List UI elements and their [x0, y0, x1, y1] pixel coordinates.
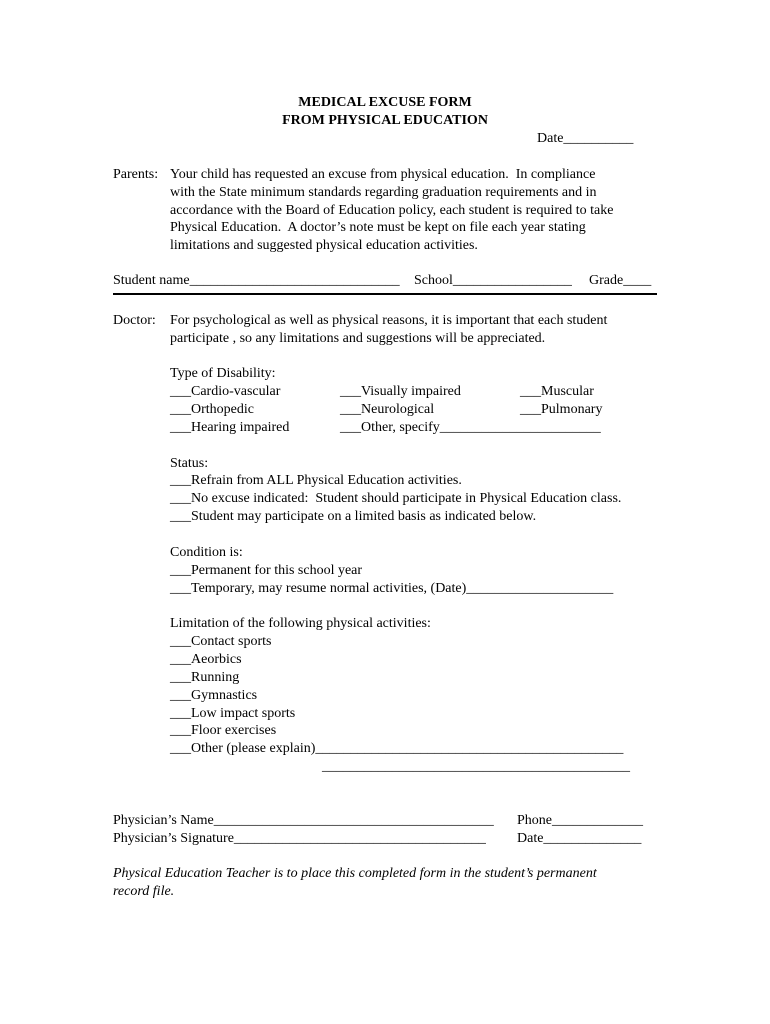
disability-option[interactable]: ___Neurological: [340, 402, 435, 417]
condition-heading: Condition is:: [170, 545, 243, 560]
condition-option[interactable]: ___Permanent for this school year: [170, 563, 363, 578]
doctor-label: Doctor:: [113, 313, 156, 328]
limitation-option[interactable]: ___Low impact sports: [170, 706, 296, 721]
limitation-option[interactable]: ___Gymnastics: [170, 688, 258, 703]
limitation-option[interactable]: ___Running: [170, 670, 240, 685]
condition-option[interactable]: ___Temporary, may resume normal activities, (Date)_____________________: [170, 581, 614, 596]
disability-option-other[interactable]: ___Other, specify_______________________: [340, 420, 601, 435]
status-option[interactable]: ___Student may participate on a limited basis as indicated below.: [170, 509, 537, 524]
section-divider: [113, 293, 657, 295]
disability-option[interactable]: ___Pulmonary: [520, 402, 603, 417]
physician-name-field[interactable]: Physician’s Name________________________________________: [113, 813, 494, 828]
phone-field[interactable]: Phone_____________: [517, 813, 643, 828]
limitation-heading: Limitation of the following physical activities:: [170, 616, 431, 631]
doctor-text-line: For psychological as well as physical reasons, it is important that each student: [170, 313, 608, 328]
disability-option[interactable]: ___Cardio-vascular: [170, 384, 281, 399]
limitation-option[interactable]: ___Aeorbics: [170, 652, 242, 667]
doctor-text-line: participate , so any limitations and suggestions will be appreciated.: [170, 331, 546, 346]
parents-text-line: accordance with the Board of Education policy, each student is required to take: [170, 203, 614, 218]
status-heading: Status:: [170, 456, 209, 471]
disability-option[interactable]: ___Muscular: [520, 384, 594, 399]
disability-option[interactable]: ___Hearing impaired: [170, 420, 290, 435]
footer-note-line2: record file.: [113, 884, 175, 899]
date-field[interactable]: Date__________: [537, 131, 634, 146]
parents-text-line: with the State minimum standards regarding graduation requirements and in: [170, 185, 597, 200]
limitation-option-other[interactable]: ___Other (please explain)____________________________________________: [170, 741, 624, 756]
grade-field[interactable]: Grade____: [589, 273, 652, 288]
form-title-line2: FROM PHYSICAL EDUCATION: [282, 113, 488, 128]
parents-label: Parents:: [113, 167, 159, 182]
parents-text-line: limitations and suggested physical education activities.: [170, 238, 478, 253]
form-title-line1: MEDICAL EXCUSE FORM: [298, 95, 472, 110]
physician-date-field[interactable]: Date______________: [517, 831, 642, 846]
school-field[interactable]: School_________________: [414, 273, 572, 288]
parents-text-line: Physical Education. A doctor’s note must be kept on file each year stating: [170, 220, 586, 235]
student-name-field[interactable]: Student name______________________________: [113, 273, 400, 288]
disability-option[interactable]: ___Visually impaired: [340, 384, 461, 399]
status-option[interactable]: ___No excuse indicated: Student should participate in Physical Education class.: [170, 491, 622, 506]
footer-note-line1: Physical Education Teacher is to place this completed form in the student’s permanent: [113, 866, 597, 881]
parents-text-line: Your child has requested an excuse from physical education. In compliance: [170, 167, 596, 182]
limitation-option[interactable]: ___Contact sports: [170, 634, 272, 649]
disability-option[interactable]: ___Orthopedic: [170, 402, 254, 417]
physician-signature-field[interactable]: Physician’s Signature____________________________________: [113, 831, 486, 846]
limitation-option[interactable]: ___Floor exercises: [170, 723, 277, 738]
explain-extra-line[interactable]: ____________________________________________: [322, 759, 630, 774]
status-option[interactable]: ___Refrain from ALL Physical Education activities.: [170, 473, 462, 488]
disability-heading: Type of Disability:: [170, 366, 276, 381]
